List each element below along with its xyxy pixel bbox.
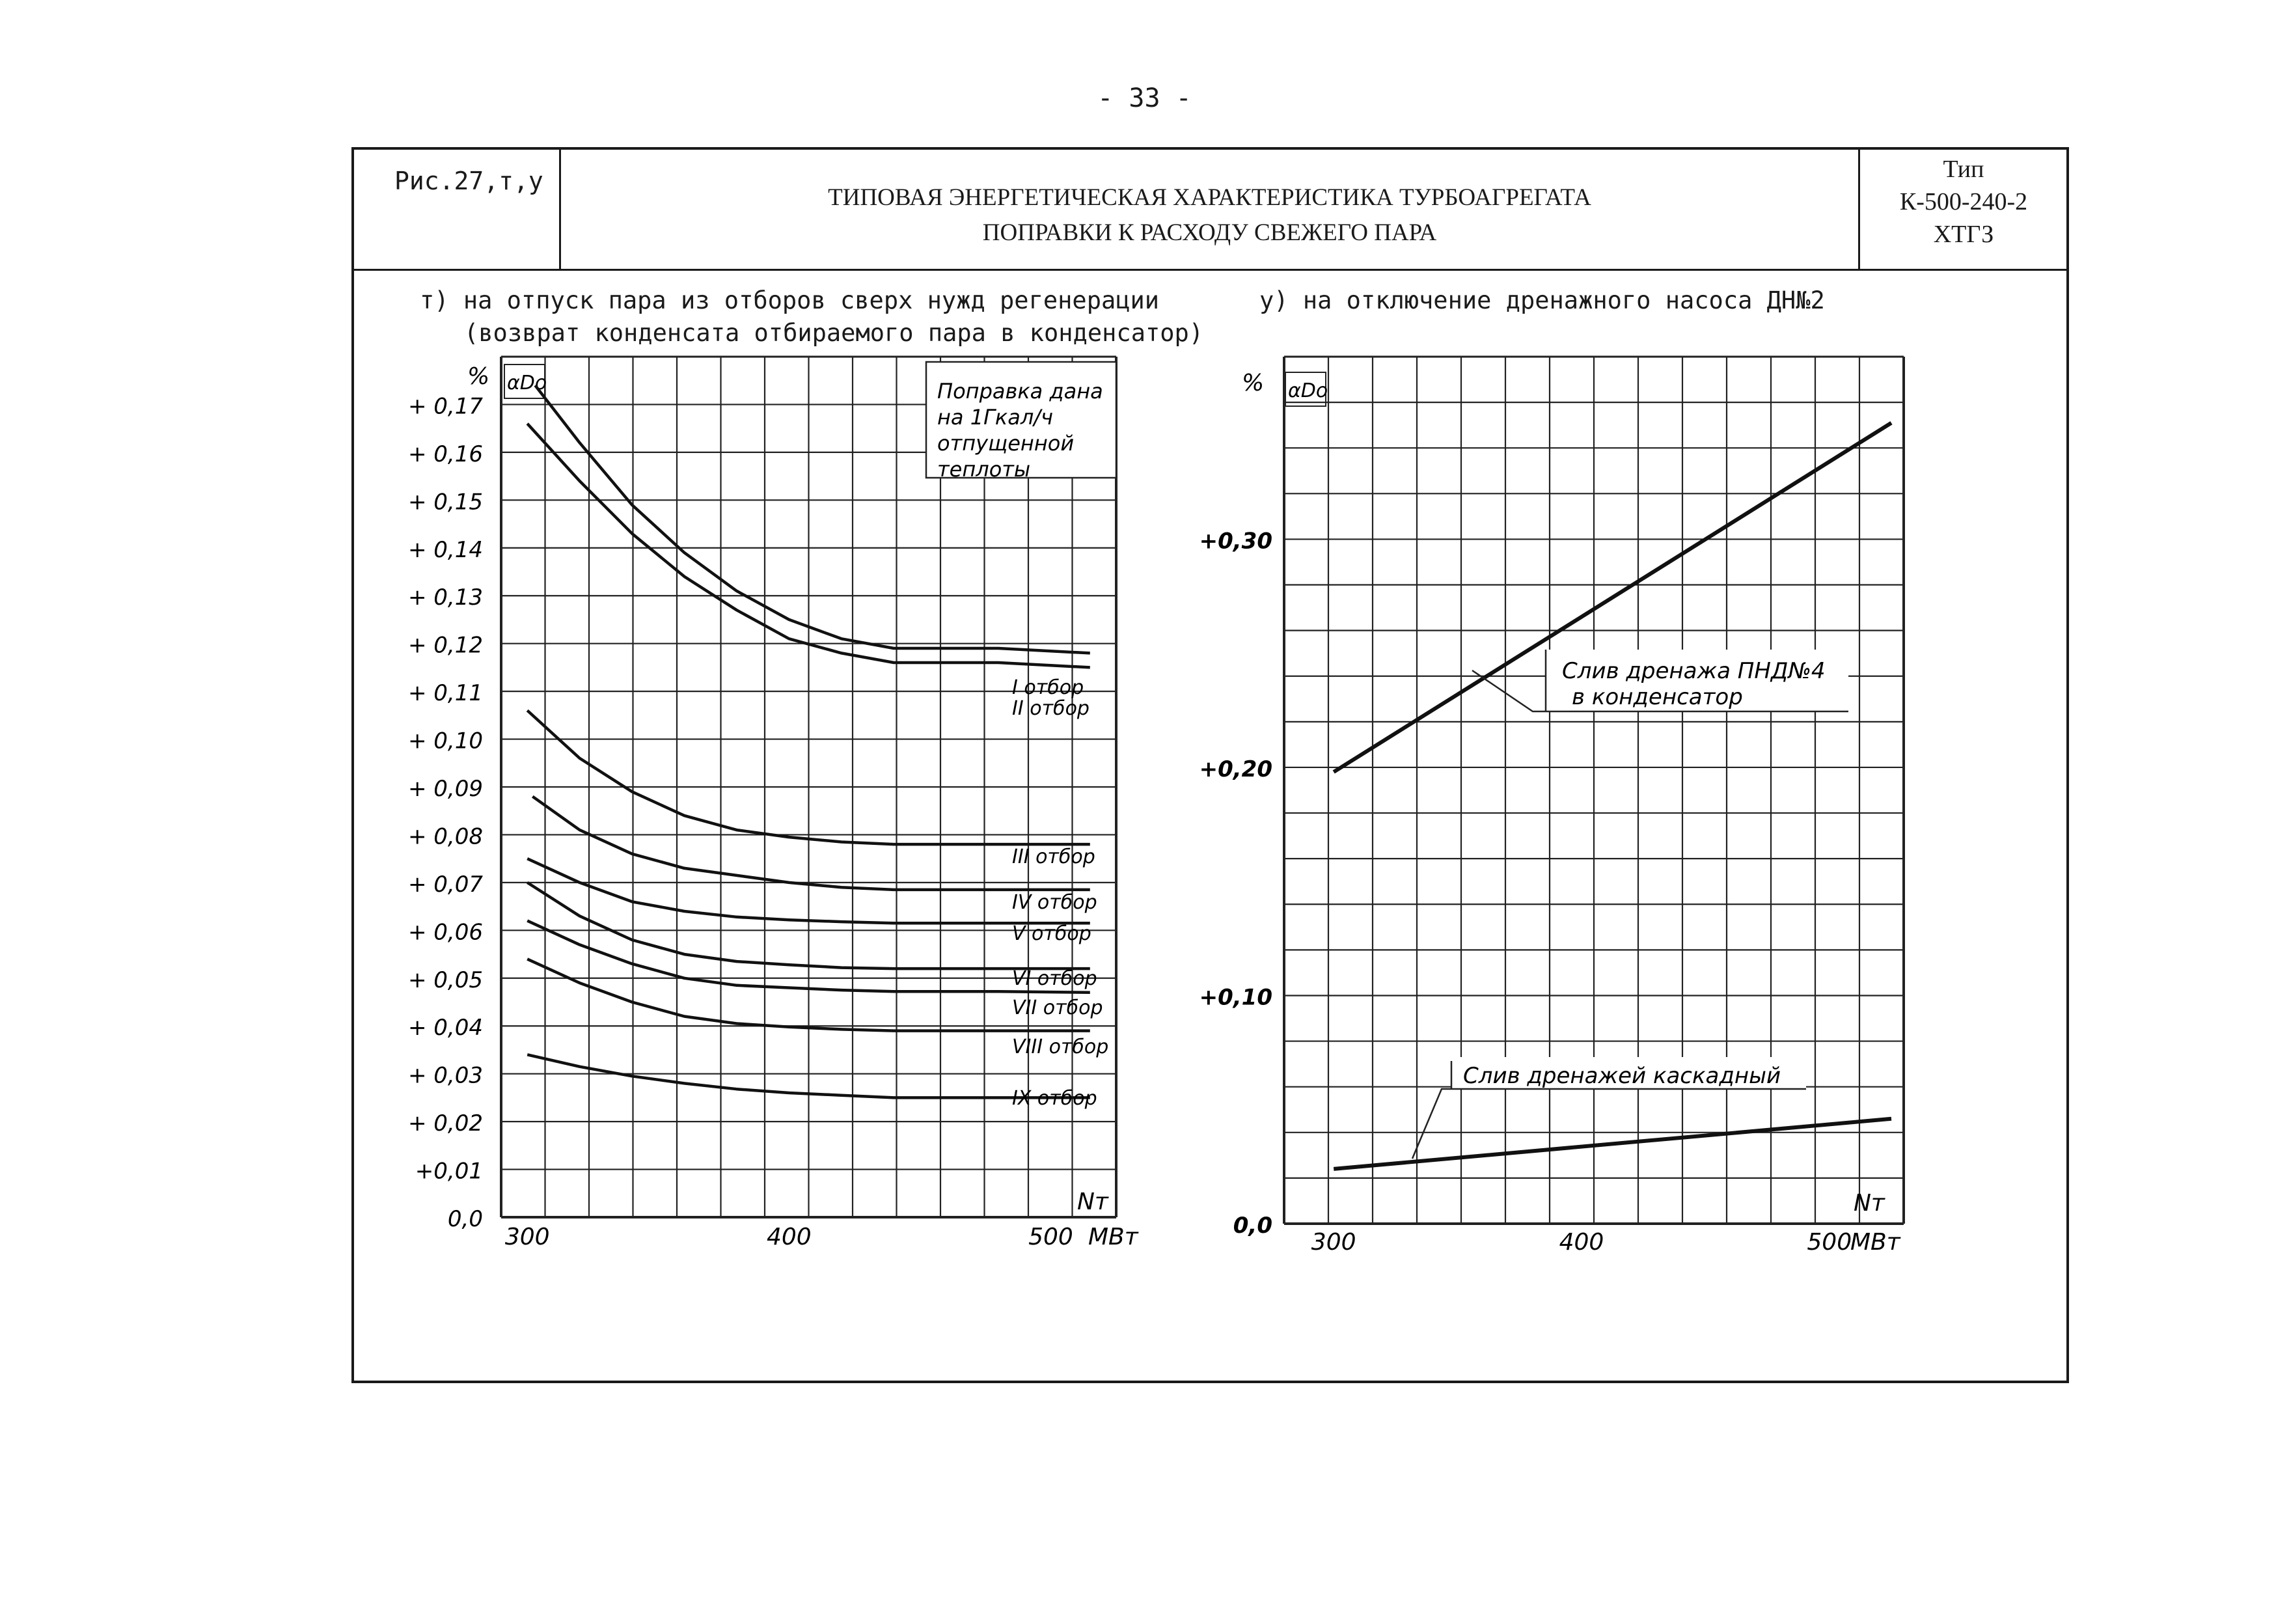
series-label: V отбор — [1012, 922, 1091, 945]
y-tick-label: 0,0 — [447, 1206, 483, 1232]
x-axis-unit: МВт — [1088, 1224, 1138, 1250]
chart-t-caption-1: т) на отпуск пара из отборов сверх нужд регенерации — [420, 286, 1160, 314]
note-text: отпущенной — [937, 431, 1075, 456]
series-label: II отбор — [1012, 697, 1090, 720]
series-label: Слив дренажей каскадный — [1463, 1063, 1781, 1089]
y-tick-label: + 0,04 — [408, 1015, 483, 1041]
y-tick-label: + 0,06 — [408, 919, 483, 946]
series-label: III отбор — [1012, 846, 1095, 868]
note-text: теплоты — [937, 457, 1031, 482]
y-axis-label: αDo — [1288, 379, 1328, 402]
x-axis-label: Nт — [1854, 1190, 1885, 1217]
x-axis-label: Nт — [1077, 1189, 1108, 1215]
chart-t — [408, 357, 1139, 1250]
series-label: IV отбор — [1012, 891, 1097, 914]
x-tick-label: 500 — [1807, 1229, 1852, 1256]
y-axis-unit: % — [1242, 370, 1265, 396]
note-text: Поправка дана — [937, 379, 1103, 404]
series-label: I отбор — [1012, 676, 1084, 699]
y-tick-label: + 0,15 — [408, 489, 483, 516]
y-tick-label: + 0,14 — [408, 536, 483, 563]
y-tick-label: +0,20 — [1199, 756, 1272, 782]
y-tick-label: + 0,11 — [408, 680, 483, 707]
y-tick-label: + 0,09 — [408, 776, 483, 802]
y-tick-label: + 0,07 — [408, 871, 483, 898]
chart-t-caption-2: (возврат конденсата отбираемого пара в конденсатор) — [464, 319, 1204, 347]
y-tick-label: + 0,10 — [408, 728, 483, 754]
series-leader-line — [1412, 1089, 1451, 1159]
series-label: VI отбор — [1012, 967, 1097, 990]
y-tick-label: +0,01 — [415, 1158, 483, 1185]
y-tick-label: + 0,12 — [408, 632, 483, 659]
series-label: Слив дренажа ПНД№4 — [1562, 658, 1826, 684]
y-tick-label: + 0,16 — [408, 441, 483, 467]
series-label: VIII отбор — [1012, 1036, 1109, 1058]
page-number: - 33 - — [1097, 83, 1192, 113]
y-tick-label: 0,0 — [1233, 1213, 1272, 1239]
chart-u — [1199, 357, 1904, 1256]
x-tick-label: 400 — [1559, 1229, 1604, 1256]
y-tick-label: + 0,05 — [408, 967, 483, 993]
y-tick-label: + 0,03 — [408, 1062, 483, 1089]
title-line-1: ТИПОВАЯ ЭНЕРГЕТИЧЕСКАЯ ХАРАКТЕРИСТИКА ТУРБОАГРЕГАТА — [828, 184, 1591, 211]
note-text: на 1Гкал/ч — [937, 405, 1053, 430]
y-tick-label: + 0,02 — [408, 1110, 483, 1137]
type-maker: ХТГЗ — [1933, 221, 1994, 248]
series-label: VII отбор — [1012, 997, 1103, 1019]
series-label: в конденсатор — [1572, 684, 1743, 710]
y-tick-label: +0,10 — [1199, 984, 1272, 1011]
y-tick-label: + 0,08 — [408, 823, 483, 850]
y-tick-label: + 0,17 — [408, 393, 483, 420]
title-line-2: ПОПРАВКИ К РАСХОДУ СВЕЖЕГО ПАРА — [982, 219, 1437, 246]
y-axis-unit: % — [467, 363, 490, 390]
series-label: IX отбор — [1012, 1087, 1097, 1110]
x-axis-unit: МВт — [1850, 1229, 1900, 1256]
y-axis-label: αDo — [507, 372, 547, 394]
y-tick-label: + 0,13 — [408, 585, 483, 611]
type-model: К-500-240-2 — [1899, 188, 2028, 215]
y-tick-label: +0,30 — [1199, 528, 1272, 555]
x-tick-label: 300 — [1311, 1229, 1356, 1256]
figure-label: Рис.27,т,у — [394, 167, 543, 195]
type-label: Тип — [1943, 156, 1984, 183]
x-tick-label: 300 — [504, 1224, 550, 1250]
x-tick-label: 400 — [766, 1224, 812, 1250]
x-tick-label: 500 — [1028, 1224, 1073, 1250]
chart-u-caption: у) на отключение дренажного насоса ДН№2 — [1259, 286, 1825, 314]
